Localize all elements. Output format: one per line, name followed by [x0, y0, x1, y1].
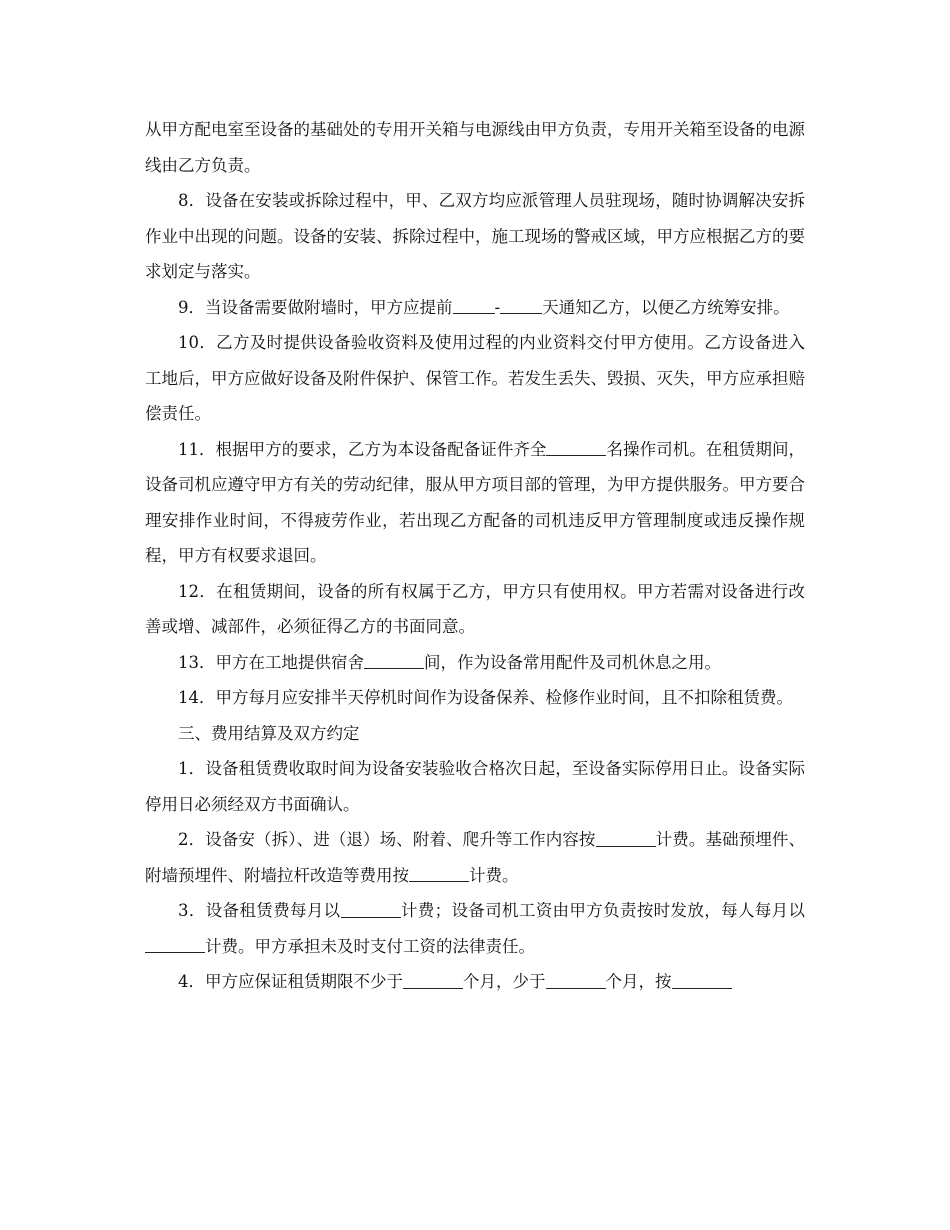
fee-clause-1: 1．设备租赁费收取时间为设备安装验收合格次日起，至设备实际停用日止。设备实际停用日必须经双方书面确认。 — [145, 759, 805, 814]
clause-9 — [145, 290, 805, 326]
clause-13-text-b: 间，作为设备常用配件及司机休息之用。 — [424, 652, 721, 672]
fee-clause-4-text-b: 个月，少于 — [463, 972, 546, 991]
clause-11-text-b: 名操作司机。在租赁期间，设备司机应遵守甲方有关的劳动纪律，服从甲方项目部的管理，为甲方提供服务。甲方要合理安排作业时间，不得疲劳作业，若出现乙方配备的司机违反甲方管理制度或违反操作规程，甲方有权要求退回。 — [145, 439, 805, 565]
clause-9-dash: - — [494, 297, 501, 317]
fill-blank — [409, 865, 469, 883]
fill-blank — [546, 971, 606, 989]
clause-9-text-a: 9．当设备需要做附墙时，甲方应提前 — [178, 297, 453, 317]
fill-blank — [546, 439, 606, 457]
clause-11-text-a: 11．根据甲方的要求，乙方为本设备配备证件齐全 — [178, 439, 547, 459]
clause-9-text-c: 天通知乙方，以便乙方统筹安排。 — [542, 297, 790, 317]
fill-blank — [453, 297, 495, 315]
fee-clause-3 — [145, 893, 805, 964]
fee-clause-4-text-a: 4．甲方应保证租赁期限不少于 — [178, 972, 403, 991]
fee-clause-4-text-c: 个月，按 — [605, 972, 672, 991]
clause-14: 14．甲方每月应安排半天停机时间作为设备保养、检修作业时间，且不扣除租赁费。 — [178, 688, 793, 707]
document-page — [145, 112, 805, 1000]
clause-12: 12．在租赁期间，设备的所有权属于乙方，甲方只有使用权。甲方若需对设备进行改善或增、减部件，必须征得乙方的书面同意。 — [145, 581, 805, 636]
clause-13-text-a: 13．甲方在工地提供宿舍 — [178, 652, 364, 672]
fill-blank — [364, 652, 424, 670]
paragraph-power-supply: 从甲方配电室至设备的基础处的专用开关箱与电源线由甲方负责，专用开关箱至设备的电源线由乙方负责。 — [145, 120, 805, 175]
fee-clause-3-text-c: 计费。甲方承担未及时支付工资的法律责任。 — [205, 936, 535, 956]
fill-blank — [596, 829, 656, 847]
clause-13 — [145, 645, 805, 681]
fill-blank — [672, 971, 732, 989]
fill-blank — [403, 971, 463, 989]
fee-clause-3-text-a: 3．设备租赁费每月以 — [178, 901, 341, 920]
fee-clause-4 — [145, 964, 805, 1000]
fee-clause-2-text-c: 计费。 — [469, 865, 519, 885]
fee-clause-2 — [145, 822, 805, 893]
fill-blank — [500, 297, 542, 315]
clause-11 — [145, 432, 805, 574]
section-3-heading: 三、费用结算及双方约定 — [178, 723, 360, 743]
clause-8: 8．设备在安装或拆除过程中，甲、乙双方均应派管理人员驻现场，随时协调解决安拆作业中出现的问题。设备的安装、拆除过程中，施工现场的警戒区域，甲方应根据乙方的要求划定与落实。 — [145, 191, 805, 281]
fill-blank — [341, 900, 401, 918]
fee-clause-2-text-a: 2．设备安（拆）、进（退）场、附着、爬升等工作内容按 — [178, 830, 596, 849]
fee-clause-2-text-b: 计费。基础预埋件、附墙预埋件、附墙拉杆改造等费用按 — [145, 830, 806, 885]
fee-clause-3-text-b: 计费；设备司机工资由甲方负责按时发放，每人每月以 — [400, 901, 806, 920]
clause-10: 10．乙方及时提供设备验收资料及使用过程的内业资料交付甲方使用。乙方设备进入工地后，甲方应做好设备及附件保护、保管工作。若发生丢失、毁损、灭失，甲方应承担赔偿责任。 — [145, 333, 805, 423]
fill-blank — [145, 936, 205, 954]
